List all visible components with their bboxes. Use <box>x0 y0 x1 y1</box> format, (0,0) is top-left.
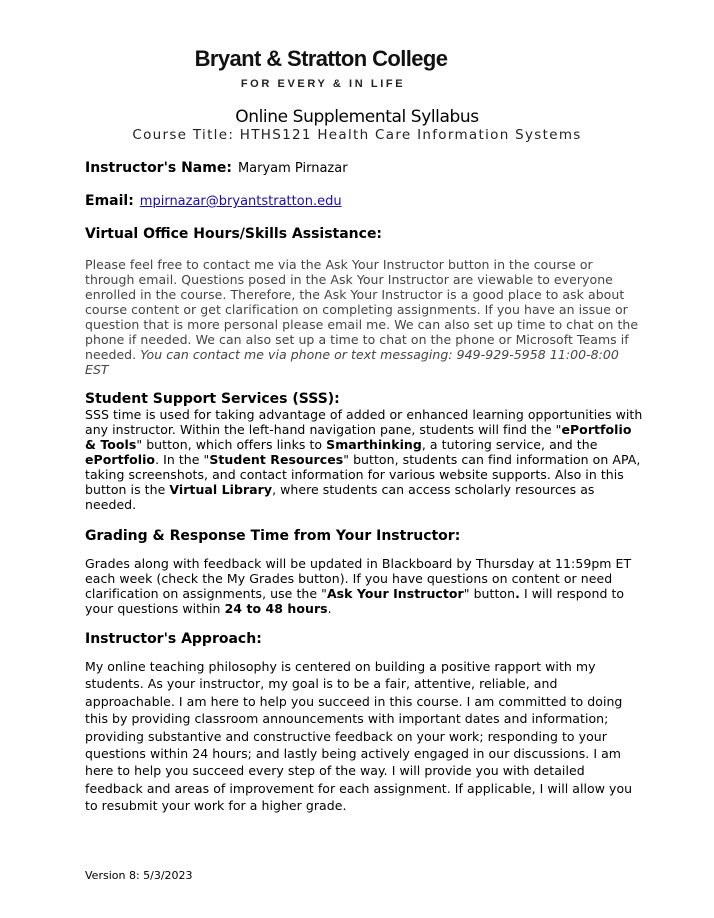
grading-text-4: . <box>327 601 332 616</box>
version-footer: Version 8: 5/3/2023 <box>85 869 193 882</box>
eportfolio-tools-term: ePortfolio & Tools <box>85 422 632 452</box>
college-name: Bryant & Stratton College <box>194 46 448 71</box>
instructor-name-row <box>85 160 348 176</box>
sss-text-1: SSS time is used for taking advantage of added or enhanced learning opportunities with any instructor. Within the left-hand navigation pane, students will find the " <box>85 407 643 437</box>
grading-text-3: I will respond to your questions within <box>85 586 625 616</box>
document-title: Online Supplemental Syllabus <box>235 107 479 127</box>
sss-text-4: . In the " <box>155 452 210 467</box>
email-row <box>85 193 342 209</box>
sss-text-3: , a tutoring service, and the <box>421 437 598 452</box>
approach-heading: Instructor's Approach: <box>85 631 262 647</box>
approach-text: My online teaching philosophy is centered on building a positive rapport with my students. As your instructor, my goal is to be a fair, attentive, reliable, and approachable. I am here to help you succeed in this course. I am committed to doing this by providing classroom announcements with important dates and information; providing substantive and constructive feedback on your work; responding to your questions within 24 hours; and lastly being actively engaged in our discussions. I am here to help you succeed every step of the way. I will provide you with detailed feedback and areas of improvement for each assignment. If applicable, I will allow you to resubmit your work for a higher grade. <box>85 659 633 814</box>
college-tagline: FOR EVERY & IN LIFE <box>240 78 406 90</box>
grading-text-1: Grades along with feedback will be updated in Blackboard by Thursday at 11:59pm ET each week (check the My Grades button). If you have questions on content or need clarification on assignments, use the " <box>85 556 632 601</box>
course-title: Course Title: HTHS121 Health Care Information Systems <box>132 127 582 143</box>
email-label: Email: <box>85 193 134 209</box>
grading-heading: Grading & Response Time from Your Instructor: <box>85 528 461 544</box>
response-time-term: 24 to 48 hours <box>224 601 328 616</box>
contact-note: You can contact me via phone or text messaging: 949-929-5958 11:00-8:00 EST <box>85 347 619 377</box>
instructor-name-label: Instructor's Name: <box>85 160 232 176</box>
email-link[interactable]: mpirnazar@bryantstratton.edu <box>139 194 342 209</box>
sss-heading: Student Support Services (SSS): <box>85 391 340 407</box>
sss-text-2: " button, which offers links to <box>136 437 327 452</box>
grading-text-2: " button <box>463 586 516 601</box>
sss-text <box>85 407 645 512</box>
grading-text <box>85 556 645 616</box>
college-logo <box>0 46 714 90</box>
office-hours-heading: Virtual Office Hours/Skills Assistance: <box>85 226 383 242</box>
grading-period: . <box>515 586 520 601</box>
ask-instructor-term: Ask Your Instructor <box>326 586 464 601</box>
smarthinking-term: Smarthinking <box>326 437 422 452</box>
virtual-library-term: Virtual Library <box>169 482 273 497</box>
sss-text-6: , where students can access scholarly resources as needed. <box>85 482 595 512</box>
office-hours-text <box>85 257 645 377</box>
eportfolio-term: ePortfolio <box>85 452 156 467</box>
sss-text-5: " button, students can find information on APA, taking screenshots, and contact information for various website supports. Also in this button is the <box>85 452 641 497</box>
student-resources-term: Student Resources <box>209 452 344 467</box>
instructor-name: Maryam Pirnazar <box>237 161 348 176</box>
office-hours-body: Please feel free to contact me via the Ask Your Instructor button in the course or through email. Questions posed in the Ask Your Instructor are viewable to everyone enrolled in the course. Therefore, the Ask Your Instructor is a good place to ask about course content or get clarification on completing assignments. If you have an issue or question that is more personal please email me. We can also set up time to chat on the phone if needed. We can also set up a time to chat on the phone or Microsoft Teams if needed. <box>85 257 639 362</box>
